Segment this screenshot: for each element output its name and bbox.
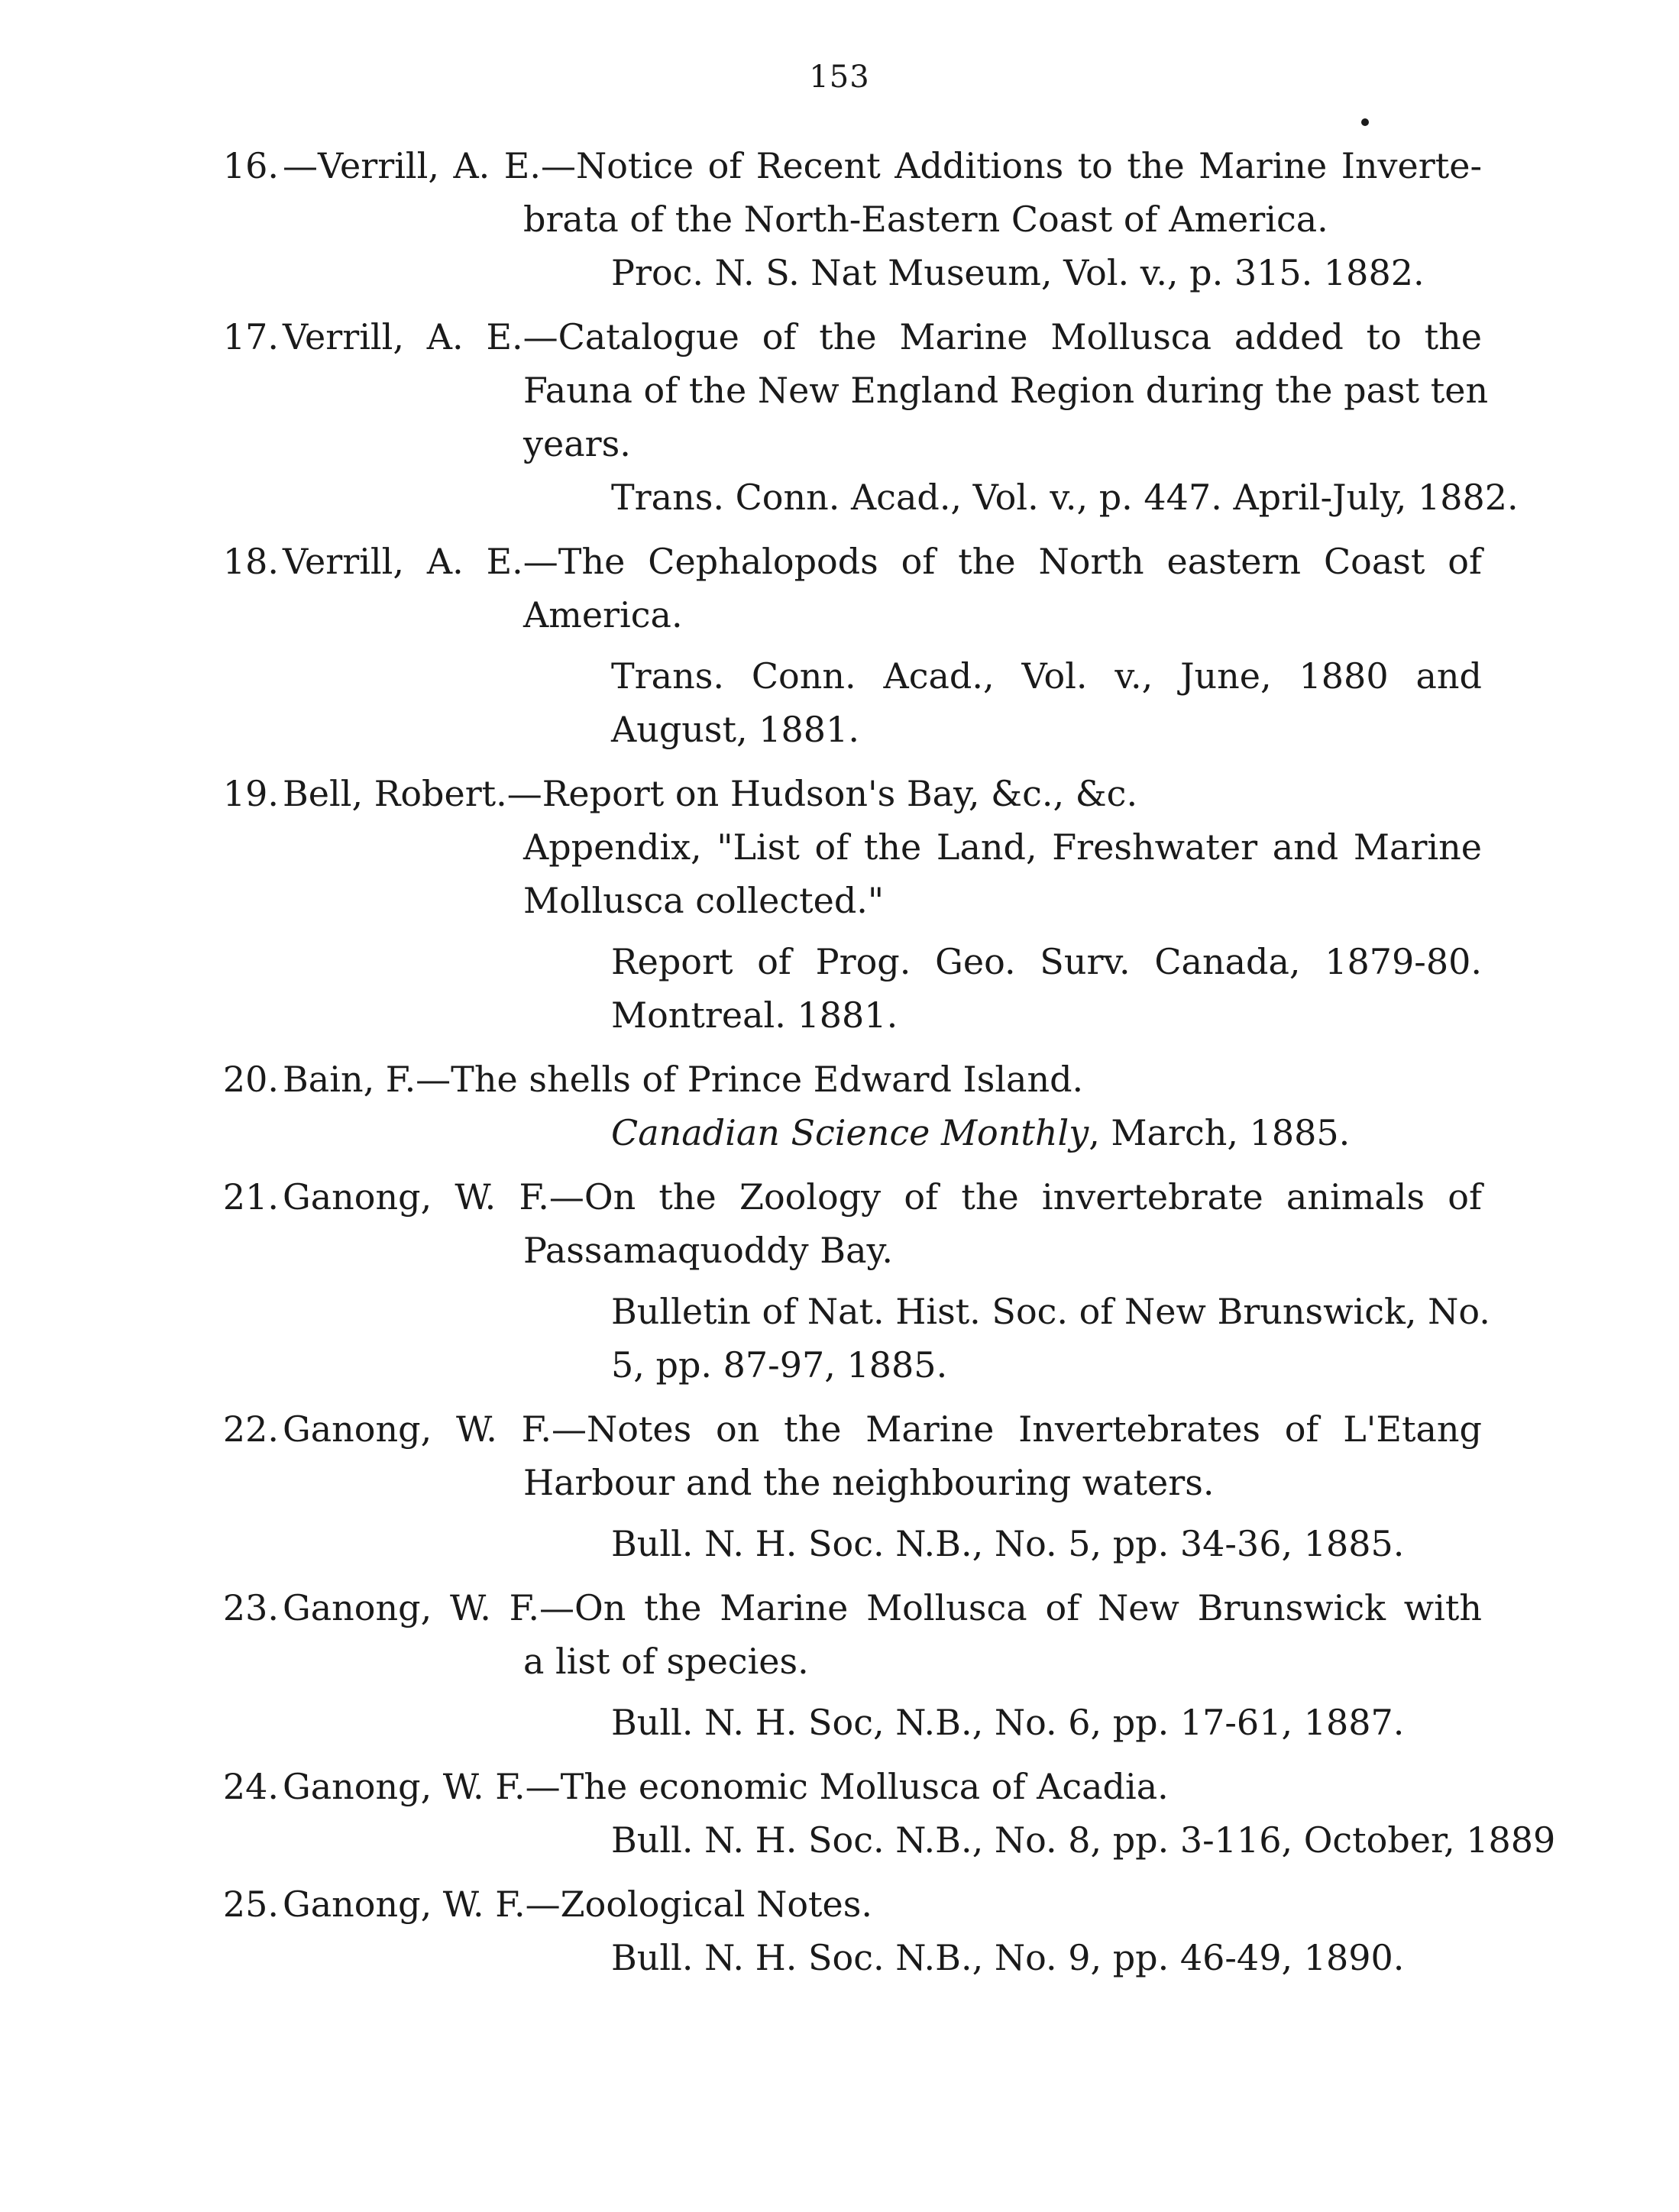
reference-text-line: Fauna of the New England Region during the past ten: [523, 370, 1489, 411]
reference-25: [0, 1877, 1679, 1984]
reference-number: 19.: [222, 773, 279, 814]
reference-18: [0, 535, 1679, 756]
reference-text-line: Ganong, W. F.—The economic Mollusca of Acadia.: [283, 1766, 1169, 1807]
reference-text-line: Verrill, A. E.—Catalogue of the Marine Mollusca added to the: [283, 316, 1482, 357]
reference-source-line: Proc. N. S. Nat Museum, Vol. v., p. 315. 1882.: [611, 252, 1425, 293]
reference-number: 16.: [222, 145, 279, 186]
reference-text-line: years.: [523, 423, 631, 464]
reference-number: 20.: [222, 1059, 279, 1100]
reference-text-line: Verrill, A. E.—The Cephalopods of the North eastern Coast of: [283, 541, 1482, 582]
reference-text-line: —Verrill, A. E.—Notice of Recent Additions to the Marine Inverte-: [283, 145, 1482, 186]
reference-text-line: Passamaquoddy Bay.: [523, 1230, 893, 1271]
reference-text-line: Ganong, W. F.—On the Marine Mollusca of New Brunswick with: [283, 1587, 1482, 1628]
reference-text-line: Bain, F.—The shells of Prince Edward Island.: [283, 1059, 1084, 1100]
reference-17: [0, 310, 1679, 524]
reference-source-line: Bull. N. H. Soc. N.B., No. 8, pp. 3-116, October, 1889: [611, 1819, 1556, 1861]
reference-source-line: Bulletin of Nat. Hist. Soc. of New Brunswick, No.: [611, 1291, 1490, 1332]
reference-source-line: Trans. Conn. Acad., Vol. v., June, 1880 and: [611, 655, 1482, 697]
reference-source-line: Trans. Conn. Acad., Vol. v., p. 447. April-July, 1882.: [611, 477, 1519, 518]
reference-source-line: Bull. N. H. Soc. N.B., No. 5, pp. 34-36, 1885.: [611, 1523, 1405, 1564]
reference-text-line: Ganong, W. F.—Zoological Notes.: [283, 1884, 872, 1925]
reference-24: [0, 1760, 1679, 1867]
reference-text-line: Harbour and the neighbouring waters.: [523, 1462, 1215, 1503]
reference-source-line: Report of Prog. Geo. Surv. Canada, 1879-80.: [611, 941, 1482, 982]
reference-source-line: [611, 1106, 1482, 1159]
reference-text-line: America.: [523, 594, 683, 635]
reference-19: [0, 767, 1679, 1042]
page-number: 153: [809, 60, 870, 95]
reference-text-line: a list of species.: [523, 1641, 809, 1682]
reference-source-line: August, 1881.: [611, 709, 859, 750]
reference-source-line: Bull. N. H. Soc. N.B., No. 9, pp. 46-49, 1890.: [611, 1937, 1405, 1978]
reference-21: [0, 1170, 1679, 1392]
reference-number: 18.: [222, 541, 279, 582]
reference-text-line: Appendix, "List of the Land, Freshwater and Marine: [523, 826, 1482, 868]
reference-20: [0, 1053, 1679, 1159]
reference-source-rest: , March, 1885.: [1089, 1112, 1351, 1153]
reference-source-line: Montreal. 1881.: [611, 994, 898, 1036]
reference-number: 17.: [222, 316, 279, 357]
reference-text-line: Ganong, W. F.—Notes on the Marine Invertebrates of L'Etang: [283, 1408, 1482, 1450]
reference-number: 21.: [222, 1176, 279, 1218]
reference-number: 22.: [222, 1408, 279, 1450]
reference-text-line: Mollusca collected.": [523, 880, 885, 921]
reference-text-line: Bell, Robert.—Report on Hudson's Bay, &c., &c.: [283, 773, 1138, 814]
reference-number: 24.: [222, 1766, 279, 1807]
reference-source-line: 5, pp. 87-97, 1885.: [611, 1344, 948, 1386]
reference-22: [0, 1402, 1679, 1570]
reference-text-line: Ganong, W. F.—On the Zoology of the invertebrate animals of: [283, 1176, 1482, 1218]
reference-number: 25.: [222, 1884, 279, 1925]
reference-text-line: brata of the North-Eastern Coast of America.: [523, 199, 1328, 240]
reference-list: [0, 139, 1679, 1995]
reference-23: [0, 1581, 1679, 1749]
reference-number: 23.: [222, 1587, 279, 1628]
journal-title: Canadian Science Monthly: [611, 1112, 1089, 1153]
print-speck: [1361, 118, 1369, 126]
reference-source-line: Bull. N. H. Soc, N.B., No. 6, pp. 17-61, 1887.: [611, 1702, 1405, 1743]
reference-16: [0, 139, 1679, 299]
